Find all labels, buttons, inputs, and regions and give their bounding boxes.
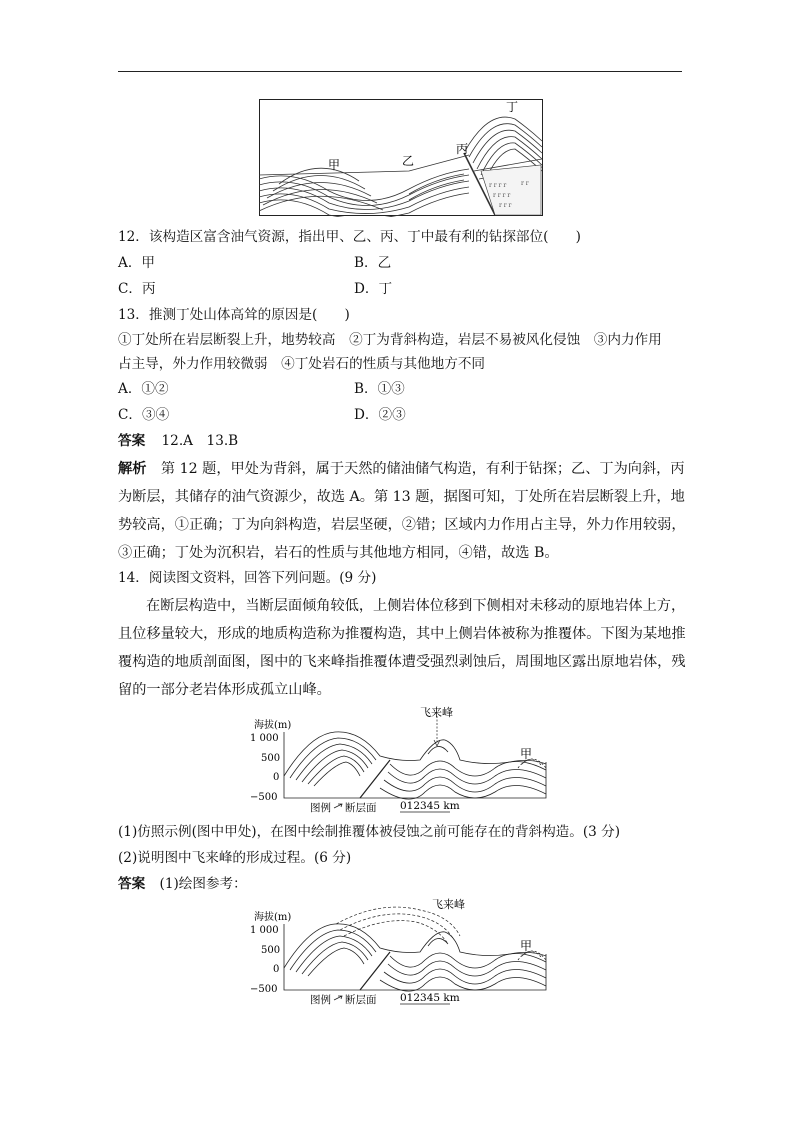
- eroded-anticline-dashed: [336, 907, 460, 944]
- q13-option-d[interactable]: D．②③: [354, 407, 406, 423]
- answer2-label: 答案: [118, 876, 146, 892]
- answer-ytick-500: 500: [261, 945, 281, 956]
- q14-para-line1: 在断层构造中，当断层面倾角较低，上侧岩体位移到下侧相对未移动的原地岩体上方，: [146, 598, 686, 614]
- q12-option-c[interactable]: C．丙: [118, 281, 156, 297]
- q13-statement-line2: 占主导，外力作用较微弱 ④丁处岩石的性质与其他地方不同: [118, 356, 486, 372]
- elevation-axis-title: 海拔(m): [254, 720, 292, 731]
- answer-legend-label: 图例: [310, 994, 331, 1006]
- q12-option-a[interactable]: A．甲: [118, 255, 156, 271]
- q14-para-line3: 覆构造的地质剖面图，图中的飞来峰指推覆体遭受强烈剥蚀后，周围地区露出原地岩体，残: [118, 654, 686, 670]
- ytick-0: 0: [273, 772, 280, 783]
- answer-scale-bar-label: 012345 km: [400, 992, 460, 1004]
- q13-statement-line1: ①丁处所在岩层断裂上升，地势较高 ②丁为背斜构造，岩层不易被风化侵蚀 ③内力作用: [118, 332, 662, 348]
- answer2-line: [118, 878, 247, 892]
- q13-stem: 13．推测丁处山体高耸的原因是( ): [118, 307, 350, 323]
- answer-label: 答案: [118, 433, 146, 449]
- analysis-label: 解析: [118, 461, 147, 477]
- svg-text:r r r: r r r: [499, 202, 512, 209]
- label-ding: 丁: [506, 100, 519, 114]
- label-bing: 丙: [456, 142, 469, 156]
- q13-option-b[interactable]: B．①③: [354, 381, 405, 397]
- answer-elevation-axis-title: 海拔(m): [254, 912, 292, 923]
- analysis-text1: 第 12 题，甲处为背斜，属于天然的储油储气构造，有利于钻探；乙、丁为向斜，丙: [160, 461, 685, 477]
- scale-bar-label: 012345 km: [400, 800, 460, 812]
- jia-label: 甲: [520, 747, 533, 761]
- q14-stem: 14．阅读图文资料，回答下列问题。(9 分): [118, 570, 377, 586]
- q12-stem: 12．该构造区富含油气资源，指出甲、乙、丙、丁中最有利的钻探部位( ): [118, 229, 581, 245]
- legend-text: 断层面: [345, 802, 377, 814]
- answer-profile-svg: [250, 896, 560, 1008]
- answer-text: 12.A 13.B: [161, 433, 239, 449]
- answer-jia-label: 甲: [520, 939, 533, 953]
- analysis-line4: ③正确；丁处为沉积岩，岩石的性质与其他地方相同，④错，故选 B。: [118, 545, 559, 561]
- answer-fault-symbol-icon: [334, 996, 342, 1000]
- answer-ytick-minus500: −500: [250, 984, 278, 995]
- fault-symbol-icon: [334, 804, 342, 808]
- q14-sub2: (2)说明图中飞来峰的形成过程。(6 分): [118, 850, 352, 866]
- answer-ytick-0: 0: [273, 964, 280, 975]
- svg-text:r r r r: r r r r: [493, 192, 511, 199]
- label-jia: 甲: [328, 158, 341, 172]
- q14-para-line4: 留的一部分老岩体形成孤立山峰。: [118, 682, 331, 698]
- header-rule: [118, 71, 682, 72]
- answer-profile-figure: [250, 896, 560, 1008]
- peak-label: 飞来峰: [420, 706, 453, 719]
- ytick-500: 500: [261, 753, 281, 764]
- analysis-line2: 为断层，其储存的油气资源少，故选 A。第 13 题，据图可知，丁处所在岩层断裂上升，地: [118, 489, 685, 505]
- ytick-minus500: −500: [250, 792, 278, 803]
- q14-para-line2: 且位移量较大，形成的地质构造称为推覆构造，其中上侧岩体被称为推覆体。下图为某地推: [118, 626, 686, 642]
- q13-option-a[interactable]: A．①②: [118, 381, 169, 397]
- svg-text:r r r r: r r r r: [489, 182, 507, 189]
- label-yi: 乙: [402, 154, 415, 168]
- answer-peak-label: 飞来峰: [432, 898, 465, 911]
- cross-section-svg: [259, 99, 543, 217]
- nappe-profile-svg: [250, 704, 560, 816]
- svg-text:r r: r r: [521, 180, 529, 187]
- nappe-profile-figure: [250, 704, 560, 816]
- answer2-text: (1)绘图参考：: [159, 876, 247, 892]
- q12-option-d[interactable]: D．丁: [354, 281, 393, 297]
- legend-label: 图例: [310, 802, 331, 814]
- q14-sub1: (1)仿照示例(图中甲处)，在图中绘制推覆体被侵蚀之前可能存在的背斜构造。(3 分): [118, 824, 621, 840]
- analysis-line3: 势较高，①正确；丁为向斜构造，岩层坚硬，②错；区域内力作用占主导，外力作用较弱，: [118, 517, 686, 533]
- cross-section-figure: [259, 99, 543, 217]
- q12-option-b[interactable]: B．乙: [354, 255, 392, 271]
- answer-legend-text: 断层面: [345, 994, 377, 1006]
- answer-line: [118, 435, 238, 449]
- analysis-line1: [118, 462, 684, 476]
- ytick-1000: 1 000: [250, 733, 279, 744]
- q13-option-c[interactable]: C．③④: [118, 407, 170, 423]
- answer-ytick-1000: 1 000: [250, 925, 279, 936]
